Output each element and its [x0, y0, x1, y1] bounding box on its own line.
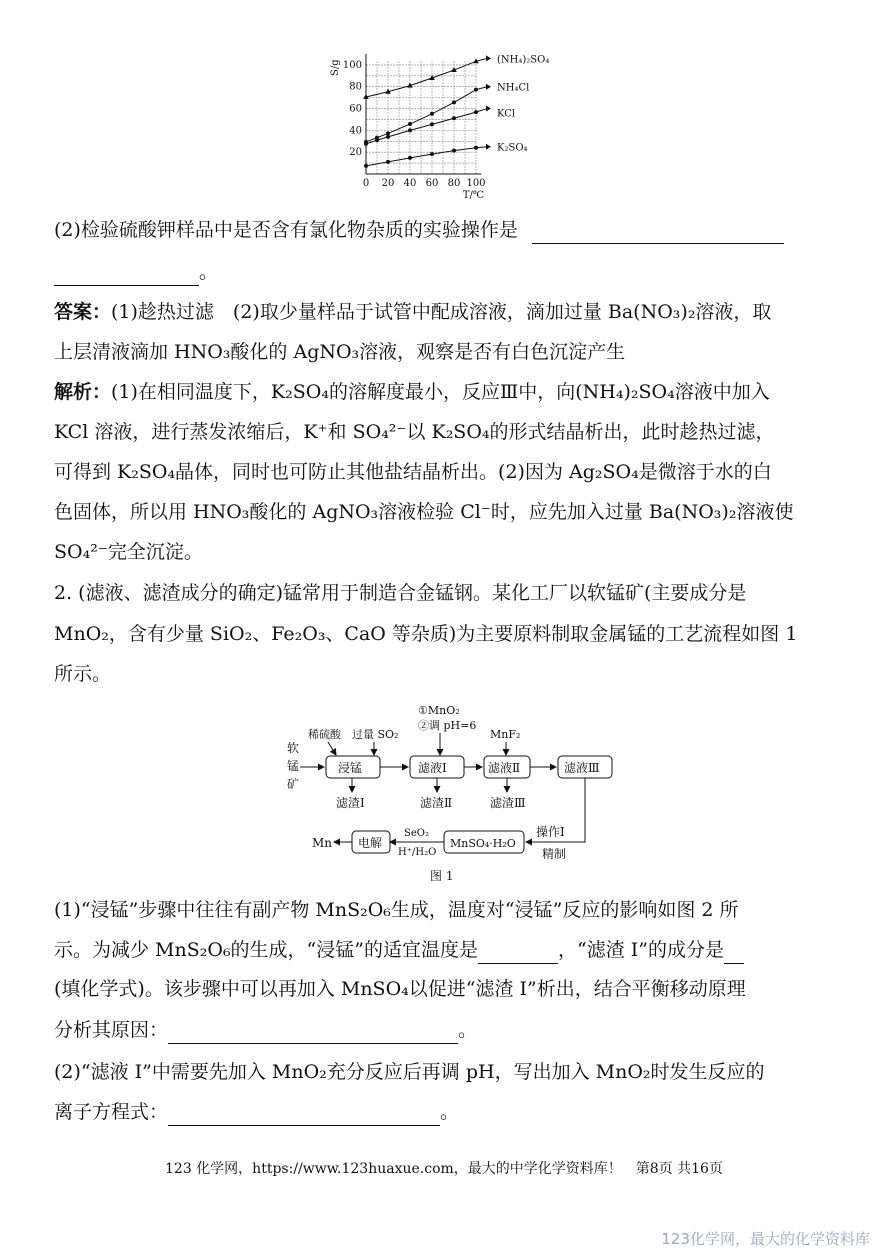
data-point: [452, 100, 456, 104]
y-tick-label: 40: [349, 125, 362, 137]
data-point: [364, 142, 368, 146]
box-leaching-label: 浸锰: [338, 761, 363, 775]
data-point: [408, 122, 412, 126]
question-2-text: (2)检验硫酸钾样品中是否含有氯化物杂质的实验操作是: [54, 219, 518, 241]
residue-1: 滤渣Ⅰ: [336, 796, 365, 810]
box-filtrate-3-label: 滤液Ⅲ: [564, 761, 600, 775]
reason-blank[interactable]: [168, 1023, 458, 1044]
watermark: 123化学网，最大的化学资料库: [661, 1230, 870, 1248]
data-point: [430, 112, 434, 116]
residue-blank[interactable]: [724, 943, 744, 964]
data-point: [474, 146, 478, 150]
solubility-chart: [328, 46, 568, 206]
condition-seo2: SeO₂: [404, 828, 429, 839]
process-flow-svg: [280, 700, 620, 885]
raw-material-char-2: 锰: [287, 759, 300, 773]
data-point: [386, 160, 390, 164]
reagent-sulfuric-acid: 稀硫酸: [308, 728, 341, 741]
page-footer: 123 化学网，https://www.123huaxue.com，最大的中学化学资料库！ 第8页 共16页: [165, 1161, 723, 1177]
x-tick-label: 80: [447, 178, 461, 189]
residue-3: 滤渣Ⅲ: [490, 796, 526, 810]
answer-label: 答案：: [54, 301, 112, 323]
raw-material-char-1: 软: [287, 741, 300, 755]
box-filtrate-1-label: 滤液Ⅰ: [418, 761, 447, 775]
data-point: [452, 149, 456, 153]
sub-question-1-line-2: 示。为减少 MnS₂O₆的生成，“浸锰”的适宜温度是 ，“滤渣 I”的成分是: [54, 936, 834, 964]
problem-2-line-1: 2. (滤液、滤渣成分的确定)锰常用于制造合金锰钢。某化工厂以软锰矿(主要成分是: [54, 582, 747, 604]
sub-question-1-line-1: (1)“浸锰”步骤中往往有副产物 MnS₂O₆生成，温度对“浸锰”反应的影响如图 2 所: [54, 899, 739, 921]
y-tick-label: 20: [349, 147, 362, 159]
sub-question-1-line-4: 分析其原因： 。: [54, 1016, 834, 1044]
reagent-mnf2: MnF₂: [490, 728, 521, 741]
data-point: [364, 164, 368, 168]
legend-label: (NH₄)₂SO₄: [497, 54, 550, 66]
raw-material-char-3: 矿: [287, 777, 300, 791]
data-point: [386, 135, 390, 139]
reagent-so2: 过量 SO₂: [352, 728, 399, 741]
answer-line-1: 答案：(1)趁热过滤 (2)取少量样品于试管中配成溶液，滴加过量 Ba(NO₃)₂溶液，取: [54, 301, 772, 323]
x-tick-label: 0: [362, 178, 370, 189]
data-point: [408, 156, 412, 160]
sub-question-2-line-2: 离子方程式： 。: [54, 1098, 834, 1126]
box-mnso4-label: MnSO₄·H₂O: [450, 837, 516, 850]
product-mn: Mn: [312, 836, 333, 850]
answer-blank-2[interactable]: [54, 265, 199, 286]
series-arrow-0: [486, 55, 491, 61]
solubility-chart-svg: [328, 46, 568, 206]
box-electrolysis-label: 电解: [358, 836, 383, 850]
data-point: [430, 152, 434, 156]
reagent-adjust-ph: ②调 pH=6: [418, 719, 477, 732]
data-point: [375, 138, 379, 142]
residue-2: 滤渣Ⅱ: [420, 796, 453, 810]
process-flow-diagram: [280, 700, 620, 885]
reagent-mno2: ①MnO₂: [418, 704, 460, 717]
analysis-line-3: 可得到 K₂SO₄晶体，同时也可防止其他盐结晶析出。(2)因为 Ag₂SO₄是微溶于水的白: [54, 461, 772, 483]
condition-h2o: H⁺/H₂O: [398, 847, 437, 858]
data-point: [452, 116, 456, 120]
operation-refine: 精制: [542, 847, 567, 861]
series-line-0: [366, 58, 487, 97]
sub-question-1-line-3: (填化学式)。该步骤中可以再加入 MnSO₄以促进“滤渣 I”析出，结合平衡移动原理: [54, 978, 746, 1000]
question-2-line-2: 。: [54, 258, 834, 286]
answer-line-2: 上层清液滴加 HNO₃酸化的 AgNO₃溶液，观察是否有白色沉淀产生: [54, 341, 626, 363]
x-tick-label: 40: [403, 178, 417, 189]
series-line-2: [366, 109, 487, 144]
x-tick-label: 60: [425, 178, 439, 189]
series-arrow-3: [486, 144, 491, 150]
data-point: [474, 110, 478, 114]
analysis-line-2: KCl 溶液，进行蒸发浓缩后，K⁺和 SO₄²⁻以 K₂SO₄的形式结晶析出，此时趁热过滤，: [54, 421, 775, 443]
equation-blank[interactable]: [168, 1105, 440, 1126]
y-tick-label: 100: [342, 59, 362, 71]
legend-label: NH₄Cl: [497, 82, 530, 94]
sub-question-2-line-1: (2)“滤液 I”中需要先加入 MnO₂充分反应后再调 pH，写出加入 MnO₂时发生反应的: [54, 1061, 765, 1083]
problem-2-line-3: 所示。: [54, 663, 112, 685]
temperature-blank[interactable]: [478, 943, 558, 964]
legend-label: K₂SO₄: [497, 142, 528, 154]
problem-2-line-2: MnO₂，含有少量 SiO₂、Fe₂O₃、CaO 等杂质)为主要原料制取金属锰的工艺流程如图 1: [54, 623, 798, 645]
analysis-line-1: 解析：(1)在相同温度下，K₂SO₄的溶解度最小，反应Ⅲ中，向(NH₄)₂SO₄溶液中加入: [54, 381, 770, 403]
box-filtrate-2-label: 滤液Ⅱ: [488, 761, 521, 775]
analysis-line-4: 色固体，所以用 HNO₃酸化的 AgNO₃溶液检验 Cl⁻时，应先加入过量 Ba(NO₃)₂溶液使: [54, 501, 794, 523]
data-point: [386, 131, 390, 135]
x-tick-label: 100: [466, 178, 486, 189]
operation-1: 操作Ⅰ: [536, 825, 565, 839]
y-tick-label: 60: [349, 103, 362, 115]
y-axis-label: S/g: [330, 59, 341, 76]
data-point: [408, 128, 412, 132]
data-point: [430, 122, 434, 126]
legend-label: KCl: [497, 108, 516, 120]
analysis-label: 解析：: [54, 381, 112, 403]
series-arrow-2: [486, 106, 491, 112]
question-2-line: [54, 216, 834, 244]
data-point: [474, 88, 478, 92]
x-axis-label: T/℃: [462, 190, 485, 201]
series-arrow-1: [486, 84, 491, 90]
answer-blank-1[interactable]: [532, 223, 784, 244]
analysis-line-5: SO₄²⁻完全沉淀。: [54, 541, 203, 563]
x-tick-label: 20: [381, 178, 395, 189]
y-tick-label: 80: [349, 81, 362, 93]
figure-1-caption: 图 1: [430, 869, 454, 883]
